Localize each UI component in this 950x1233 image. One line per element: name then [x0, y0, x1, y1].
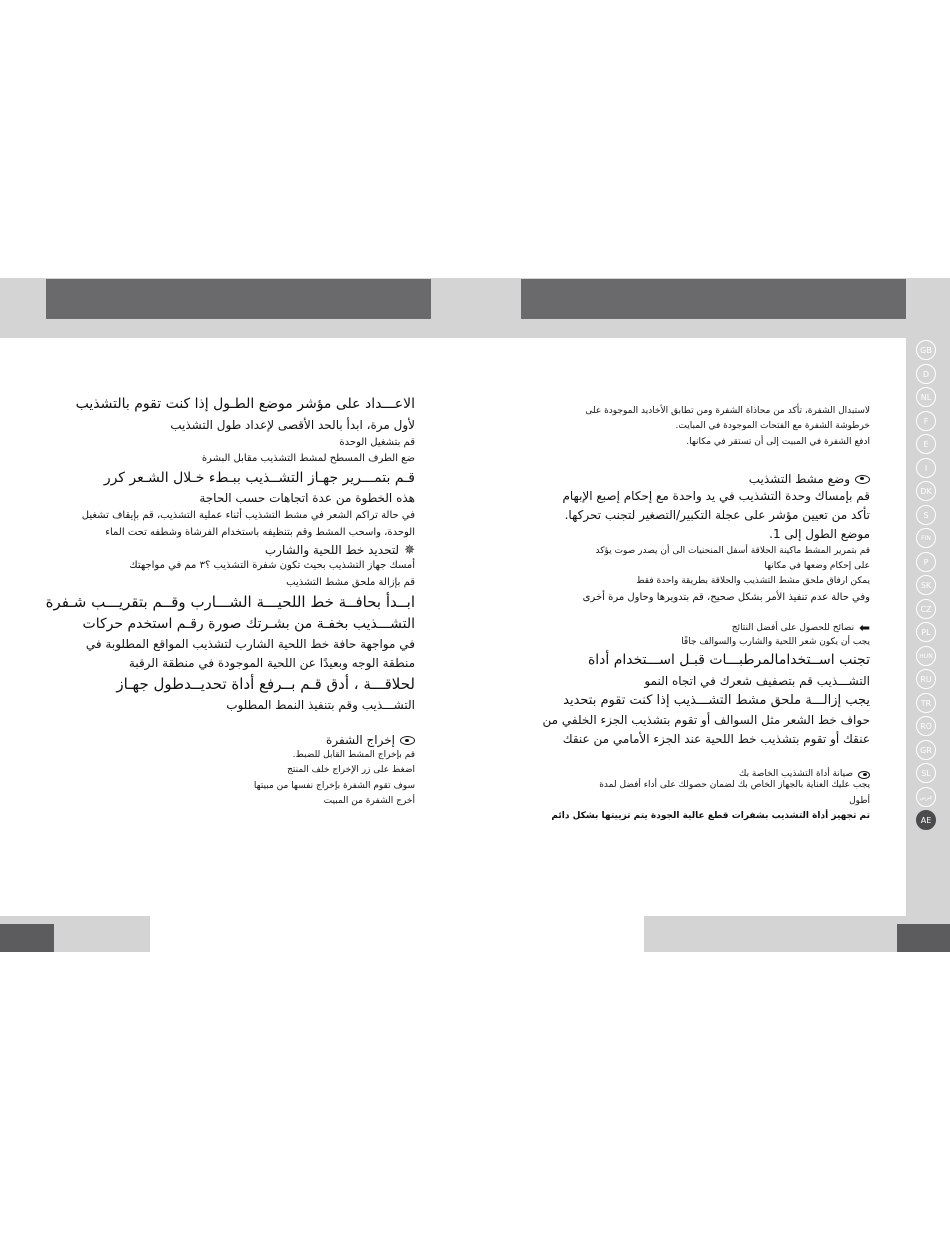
text-line: ضع الطرف المسطح لمشط التشذيب مقابل البشرة — [201, 453, 415, 464]
text-line: الاعـــداد على مؤشر موضع الطـول إذا كنت تقوم بالتشذيب — [75, 396, 415, 412]
language-tab-17[interactable]: GR — [916, 740, 936, 760]
language-tab-7[interactable]: S — [916, 505, 936, 525]
text-line: التشـــذيب وقم بتنفيذ النمط المطلوب — [226, 698, 415, 712]
text-line: تجنب اســتخدامالمرطبـــات قبـل اســـتخدام أداة — [587, 652, 870, 669]
language-tab-18[interactable]: SL — [916, 763, 936, 783]
eye-icon — [400, 736, 415, 745]
care-bold-note: تم تجهيز أداة التشذيب بشفرات قطع عالية الجودة يتم تزييتها بشكل دائم — [551, 810, 870, 821]
text-line: تأكد من تعيين مؤشر على عجلة التكبير/التصغير لتجنب تحركها. — [564, 507, 870, 522]
left-page-header-bar — [46, 279, 431, 319]
text-line: قم بإزالة ملحق مشط التشذيب — [286, 576, 415, 588]
text-line: في مواجهة حافة خط اللحية الشارب لتشذيب المواقع المطلوبة في — [85, 637, 415, 652]
blade-removal-heading: إخراج الشفرة — [95, 733, 415, 748]
tips-heading: ⬅ نصائح للحصول على أفضل النتائج — [731, 621, 870, 636]
language-tab-9[interactable]: P — [916, 552, 936, 572]
language-tab-13[interactable]: HUN — [916, 646, 936, 666]
text-line: في حالة تراكم الشعر في مشط التشذيب أثناء عملية التشذيب، قم بإيقاف تشغيل — [81, 510, 415, 521]
text-line: قم بتمرير المشط ماكينة الحلاقة أسفل المنحنيات الى أن يصدر صوت يؤكد — [595, 545, 870, 556]
left-page-text — [45, 396, 415, 811]
language-tab-14[interactable]: RU — [916, 669, 936, 689]
text-line: التشـــذيب بخفـة من بشـرتك صورة رقـم استخدم حركات — [82, 615, 415, 632]
beard-line-heading: ✵ لتحديد خط اللحية والشارب — [264, 543, 415, 558]
text-line: يجب عليك العناية بالجهاز الخاص بك لضمان حصولك على أداء أفضل لمدة — [599, 780, 870, 791]
text-line: موضع الطول إلى 1. — [769, 526, 870, 541]
care-section — [568, 780, 870, 807]
text-line: حواف خط الشعر مثل السوالف أو تقوم بتشذيب الجزء الخلفي من — [542, 713, 870, 727]
text-line: يجب إزالـــة ملحق مشط التشـــذيب إذا كنت تقوم بتحديد — [563, 692, 870, 708]
text-line: التشـــذيب قم بتصفيف شعرك في اتجاه النمو — [644, 673, 870, 688]
text-line: سوف تقوم الشفرة بإخراج نفسها من مبيتها — [253, 780, 415, 791]
text-line: على إحكام وضعها في مكانها — [764, 561, 870, 571]
text-line: الوحدة، واسحب المشط وقم بتنظيفه باستخدام الفرشاة وشطفه تحت الماء — [105, 526, 415, 538]
text-line: قم بتشغيل الوحدة — [339, 436, 415, 448]
text-line: ابــدأ بحافــة خط اللحيـــة الشـــارب وقــم بتقريـــب شـفرة — [45, 593, 415, 611]
language-tab-15[interactable]: TR — [916, 693, 936, 713]
length-setting-section — [75, 396, 415, 539]
comb-heading: وضع مشط التشذيب — [568, 472, 870, 487]
text-line: أمسك جهاز التشذيب بحيث تكون شفرة التشذيب ؟٣ مم في مواجهتك — [129, 560, 415, 571]
language-tab-2[interactable]: NL — [916, 387, 936, 407]
tips-section — [542, 637, 870, 747]
text-line: أخرج الشفرة من المبيت — [323, 795, 415, 806]
text-line: عنقك أو تقوم بتشذيب خط اللحية عند الجزء الأمامي من عنقك — [562, 732, 870, 746]
blade-removal-section — [95, 750, 415, 807]
text-line: منطقة الوجه وبعيدًا عن اللحية الموجودة في منطقة الرقبة — [128, 656, 415, 671]
text-line: ادفع الشفرة في المبيت إلى أن تستقر في مكانها. — [686, 436, 870, 447]
right-page-header-bar — [521, 279, 906, 319]
text-line: لاستبدال الشفرة، تأكد من محاذاة الشفرة ومن تطابق الأخاديد الموجودة على — [585, 406, 870, 416]
language-tab-19[interactable]: عربي — [916, 787, 936, 807]
sun-icon: ✵ — [404, 543, 415, 558]
language-tab-10[interactable]: SK — [916, 575, 936, 595]
text-line: خرطوشة الشفرة مع الفتحات الموجودة في المبايت. — [675, 421, 870, 432]
language-tab-4[interactable]: E — [916, 434, 936, 454]
language-index — [916, 340, 940, 834]
text-line: يجب أن يكون شعر اللحية والشارب والسوالف جافًا — [681, 637, 870, 647]
arrow-left-icon: ⬅ — [859, 621, 870, 636]
text-line: لأول مرة، ابدأ بالحد الأقصى لإعداد طول التشذيب — [170, 417, 415, 432]
text-line: قـم بتمـــرير جهـاز التشــذيب ببـطء خـلال الشـعر كرر — [103, 469, 415, 486]
text-line: قم بإخراج المشط القابل للضبط. — [292, 750, 415, 760]
language-tab-11[interactable]: CZ — [916, 599, 936, 619]
language-tab-8[interactable]: FIN — [916, 528, 936, 548]
blade-replace-section — [568, 406, 870, 448]
beard-line-section — [45, 560, 415, 713]
text-line: اضغط على زر الإخراج خلف المنتج — [287, 765, 415, 776]
text-line: يمكن ارفاق ملحق مشط التشذيب والحلاقة بطريقة واحدة فقط — [636, 576, 870, 587]
comb-section — [562, 488, 870, 604]
right-page-text — [542, 406, 870, 822]
eye-icon — [858, 771, 870, 779]
language-tab-20[interactable]: AE — [916, 810, 936, 830]
language-tab-5[interactable]: I — [916, 458, 936, 478]
language-tab-12[interactable]: PL — [916, 622, 936, 642]
care-heading: صيانة أداة التشذيب الخاصة بك — [568, 769, 870, 780]
language-tab-0[interactable]: GB — [916, 340, 936, 360]
eye-icon — [855, 475, 870, 484]
text-line: هذه الخطوة من عدة اتجاهات حسب الحاجة — [199, 491, 415, 505]
text-line: قم بإمساك وحدة التشذيب في يد واحدة مع إحكام إصبع الإبهام — [562, 488, 870, 503]
language-tab-3[interactable]: F — [916, 411, 936, 431]
language-tab-6[interactable]: DK — [916, 481, 936, 501]
language-tab-16[interactable]: RO — [916, 716, 936, 736]
left-footer-block — [0, 924, 54, 952]
language-tab-1[interactable]: D — [916, 364, 936, 384]
text-line: أطول — [849, 795, 870, 806]
right-footer-block — [897, 924, 950, 952]
text-line: لحلاقـــة ، أدق قـم بــرفع أداة تحديــدطول جهـاز — [116, 675, 415, 694]
text-line: وفي حالة عدم تنفيذ الأمر بشكل صحيح، قم بتدويرها وحاول مرة أخرى — [582, 591, 870, 603]
